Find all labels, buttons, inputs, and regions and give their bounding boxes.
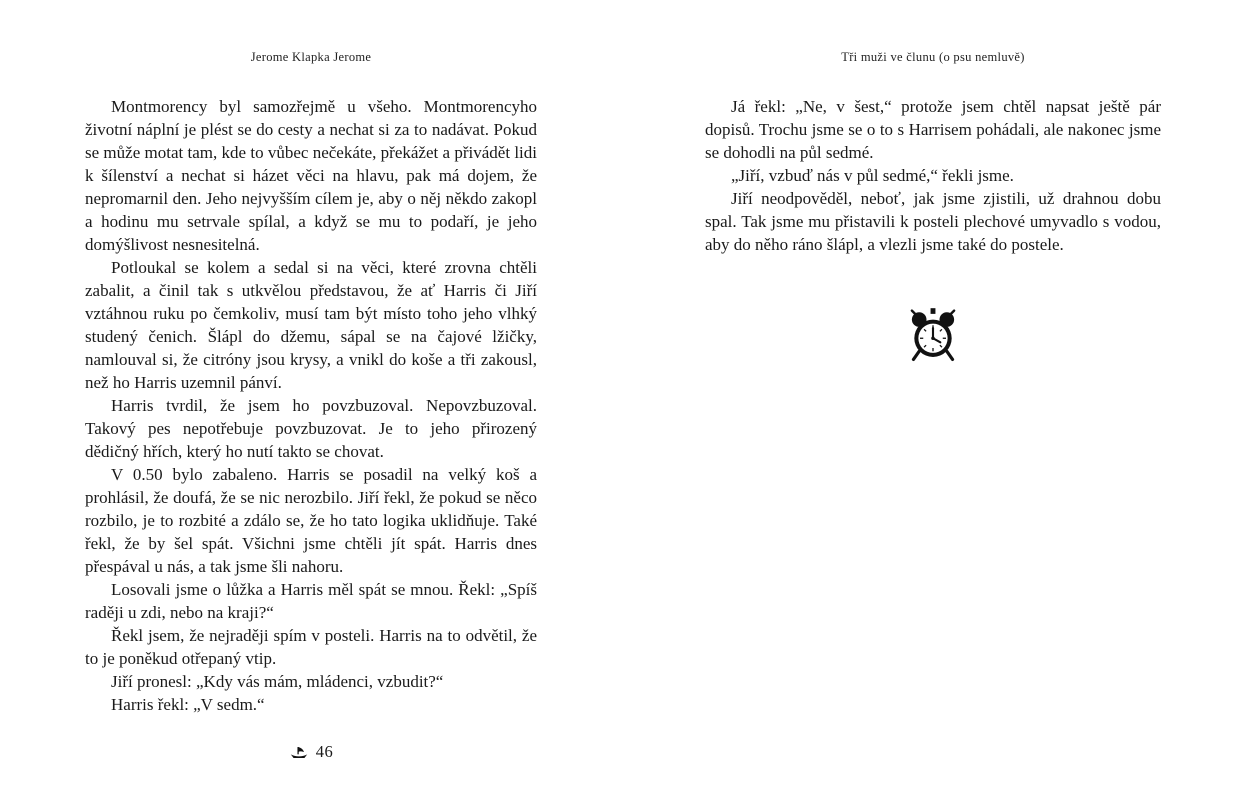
paragraph: Montmorency byl samozřejmě u všeho. Montmorencyho životní náplní je plést se do cesty a nechat si za to nadávat. Pokud se může motat tam, kde to vůbec nečekáte, překážet a přivádět lidi k šílenství a nechat si házet věci na hlavu, pak má dojem, že nepromarnil den. Jeho nejvyšším cílem je, aby o něj někdo zakopl a hodinu mu setrvale spílal, a když se mu to podaří, je jeho domýšlivost nesnesitelná. [85,97,537,254]
left-body-text [85,95,537,716]
right-body-text [705,95,1161,256]
paragraph: Jiří neodpověděl, neboť, jak jsme zjistili, už drahnou dobu spal. Tak jsme mu přistavili k posteli plechové umyvadlo s vodou, aby do něho ráno šlápl, a vlezli jsme také do postele. [705,189,1161,254]
left-page [85,50,537,716]
paragraph: V 0.50 bylo zabaleno. Harris se posadil na velký koš a prohlásil, že doufá, že se nic nerozbilo. Jiří řekl, že pokud se něco rozbilo, je to rozbité a zdálo se, že ho tato logika uklidňuje. Také řekl, že by šel spát. Všichni jsme chtěli jít spát. Harris dnes přespával u nás, a tak jsme šli nahoru. [85,465,537,576]
sailboat-ornament-icon [289,746,309,764]
paragraph: Harris tvrdil, že jsem ho povzbuzoval. Nepovzbuzoval. Takový pes nepotřebuje povzbuzovat. Je to jeho přirozený dědičný hřích, který ho nutí takto se chovat. [85,396,537,461]
right-running-header: Tři muži ve člunu (o psu nemluvě) [841,50,1025,64]
paragraph: Losovali jsme o lůžka a Harris měl spát se mnou. Řekl: „Spíš raději u zdi, nebo na kraji?“ [85,580,537,622]
paragraph: Harris řekl: „V sedm.“ [111,695,265,714]
paragraph: Jiří pronesl: „Kdy vás mám, mládenci, vzbudit?“ [111,672,444,691]
paragraph: Já řekl: „Ne, v šest,“ protože jsem chtěl napsat ještě pár dopisů. Trochu jsme se o to s Harrisem pohádali, ale nakonec jsme se dohodli na půl sedmé. [705,97,1161,162]
paragraph: Řekl jsem, že nejraději spím v posteli. Harris na to odvětil, že to je poněkud otřepaný vtip. [85,626,537,668]
paragraph: „Jiří, vzbuď nás v půl sedmé,“ řekli jsme. [731,166,1014,185]
left-running-header: Jerome Klapka Jerome [250,50,372,64]
page-number: 46 [315,742,334,761]
right-page [705,50,1161,367]
paragraph: Potloukal se kolem a sedal si na věci, které zrovna chtěli zabalit, a činil tak s utkvělou představou, že ať Harris či Jiří vztáhnou ruku po čemkoliv, musí tam být místo toho jeho vlhký studený čenich. Šlápl do džemu, sápal se na čajové lžičky, namlouval si, že citróny jsou krysy, a vnikl do koše a tři zakousl, než ho Harris uzemnil pánví. [85,258,537,392]
left-page-footer [85,742,537,764]
alarm-clock-icon [705,308,1161,367]
